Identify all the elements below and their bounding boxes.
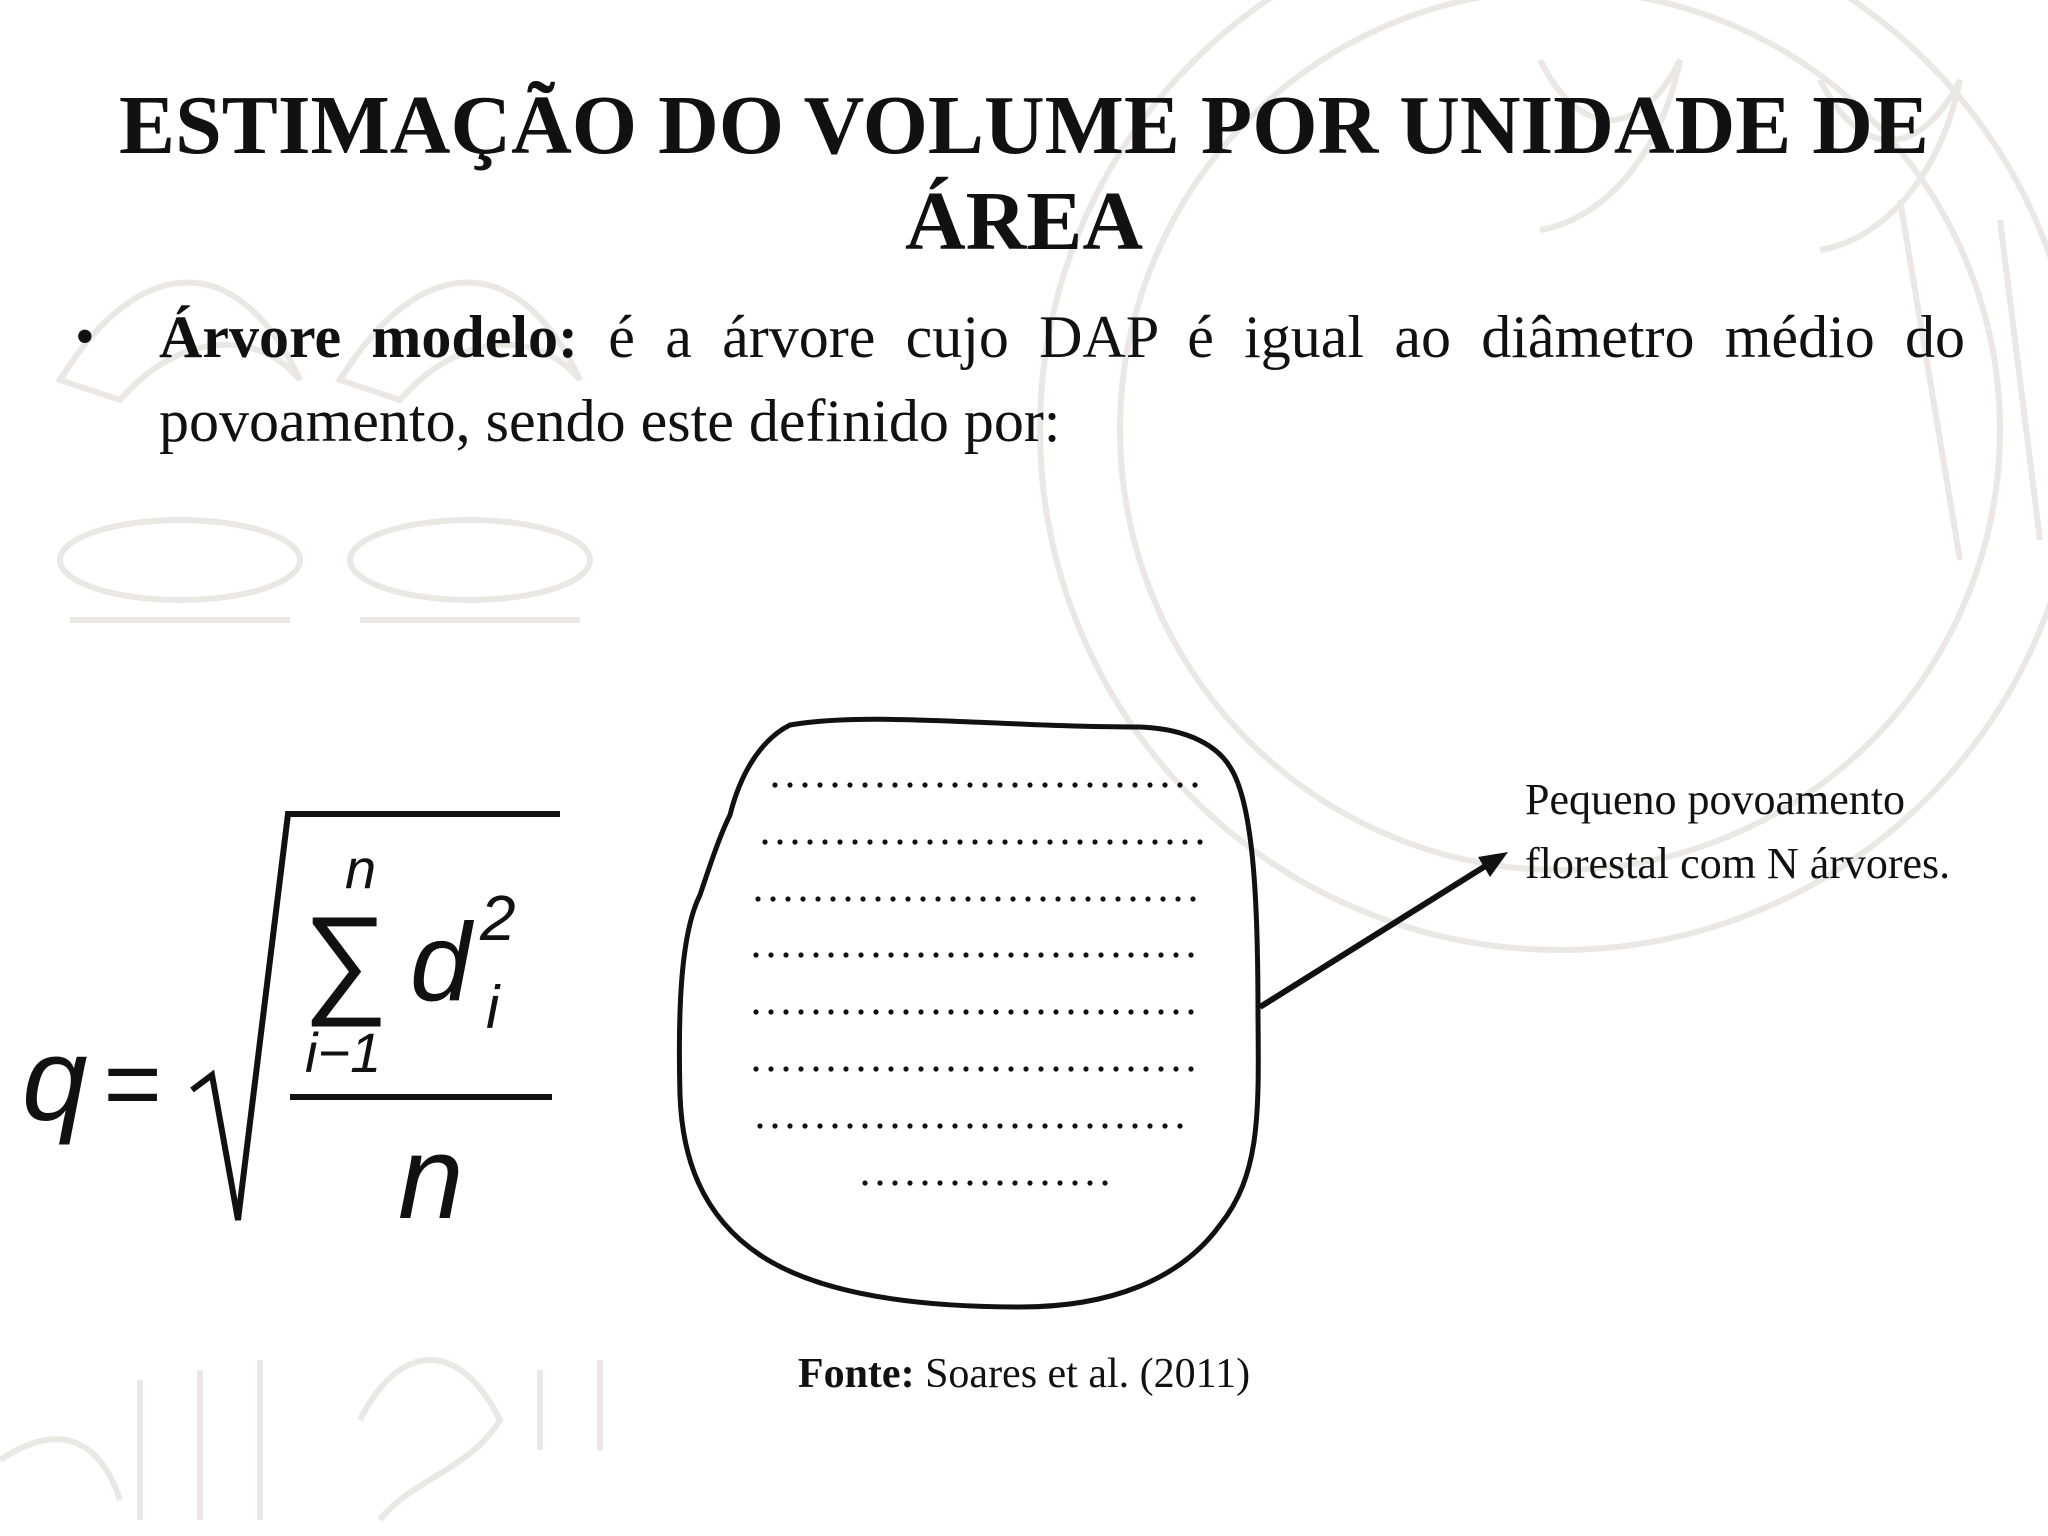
tree-dot [993, 952, 998, 957]
tree-dot [1062, 839, 1067, 844]
tree-dot [1113, 1066, 1118, 1071]
tree-dot [1038, 952, 1043, 957]
tree-dot [997, 1123, 1002, 1128]
tree-dot [1098, 1066, 1103, 1071]
tree-dot [867, 839, 872, 844]
tree-dot [1087, 1123, 1092, 1128]
tree-dot [762, 839, 767, 844]
tree-dot [858, 952, 863, 957]
tree-dot [1057, 1123, 1062, 1128]
tree-dot [792, 839, 797, 844]
tree-dot [1188, 1066, 1193, 1071]
tree-dot [907, 1123, 912, 1128]
tree-dot [1083, 952, 1088, 957]
tree-dot [1197, 839, 1202, 844]
tree-dot [1072, 1123, 1077, 1128]
tree-dot [845, 896, 850, 901]
tree-dot [1102, 1180, 1107, 1185]
tree-dot [1192, 782, 1197, 787]
tree-dot [967, 1123, 972, 1128]
tree-dot [1085, 896, 1090, 901]
tree-dot [963, 1066, 968, 1071]
tree-dot [937, 1180, 942, 1185]
tree-dot [1160, 896, 1165, 901]
tree-dot [847, 782, 852, 787]
tree-dot [892, 1180, 897, 1185]
tree-dot [828, 1066, 833, 1071]
bullet-term: Árvore modelo: [159, 304, 579, 370]
tree-dot [1068, 1066, 1073, 1071]
summand-superscript: 2 [480, 882, 516, 954]
tree-dot [1038, 1009, 1043, 1014]
tree-dot [897, 839, 902, 844]
tree-dot [995, 896, 1000, 901]
tree-dot [877, 1180, 882, 1185]
tree-dot [1042, 1123, 1047, 1128]
tree-dot [1087, 1180, 1092, 1185]
tree-dot [787, 782, 792, 787]
tree-dot [1008, 1009, 1013, 1014]
tree-dot [1143, 1066, 1148, 1071]
tree-rows [753, 782, 1202, 1185]
sum-symbol: ∑ [300, 892, 386, 1026]
tree-dot [1147, 782, 1152, 787]
tree-dot [1188, 1009, 1193, 1014]
tree-dot [948, 952, 953, 957]
tree-dot [1107, 839, 1112, 844]
tree-dot [873, 952, 878, 957]
tree-dot [1023, 1009, 1028, 1014]
tree-dot [847, 1123, 852, 1128]
tree-dot [1128, 1066, 1133, 1071]
tree-dot [1092, 839, 1097, 844]
tree-dot [1158, 1066, 1163, 1071]
tree-dot [1072, 782, 1077, 787]
tree-dot [1190, 896, 1195, 901]
tree-dot [1128, 952, 1133, 957]
tree-dot [1175, 896, 1180, 901]
tree-dot [922, 1180, 927, 1185]
tree-dot [1177, 782, 1182, 787]
tree-dot [1008, 952, 1013, 957]
tree-dot [1162, 782, 1167, 787]
tree-dot [1047, 839, 1052, 844]
tree-dot [978, 952, 983, 957]
formula-denominator: n [398, 1112, 464, 1240]
tree-dot [1113, 1009, 1118, 1014]
tree-dot [982, 1123, 987, 1128]
tree-dot [967, 1180, 972, 1185]
tree-dot [1027, 1180, 1032, 1185]
tree-dot [1012, 1123, 1017, 1128]
tree-dot [1117, 1123, 1122, 1128]
tree-dot [828, 952, 833, 957]
tree-dot [1147, 1123, 1152, 1128]
tree-dot [918, 1066, 923, 1071]
tree-dot [1115, 896, 1120, 901]
tree-dot [1087, 782, 1092, 787]
tree-dot [1100, 896, 1105, 901]
tree-dot [1098, 952, 1103, 957]
tree-dot [757, 1123, 762, 1128]
tree-dot [937, 1123, 942, 1128]
tree-dot [933, 952, 938, 957]
tree-dot [813, 1066, 818, 1071]
tree-dot [933, 1009, 938, 1014]
tree-dot [817, 1123, 822, 1128]
tree-dot [948, 1066, 953, 1071]
slide-title: ESTIMAÇÃO DO VOLUME POR UNIDADE DE ÁREA [119, 79, 1929, 268]
tree-dot [888, 1066, 893, 1071]
tree-dot [1122, 839, 1127, 844]
tree-dot [1132, 1123, 1137, 1128]
stand-label: Pequeno povoamento florestal com N árvores. [1525, 775, 1951, 888]
tree-dot [918, 1009, 923, 1014]
tree-dot [1010, 896, 1015, 901]
tree-dot [873, 1066, 878, 1071]
tree-dot [980, 896, 985, 901]
tree-dot [978, 1066, 983, 1071]
tree-dot [1102, 782, 1107, 787]
tree-dot [843, 952, 848, 957]
tree-dot [888, 1009, 893, 1014]
tree-dot [978, 1009, 983, 1014]
tree-dot [770, 896, 775, 901]
tree-dot [802, 1123, 807, 1128]
tree-dot [787, 1123, 792, 1128]
tree-dot [987, 839, 992, 844]
tree-dot [862, 1123, 867, 1128]
tree-dot [963, 1009, 968, 1014]
tree-dot [875, 896, 880, 901]
summand-subscript: i [486, 974, 500, 1041]
tree-dot [1040, 896, 1045, 901]
tree-dot [1117, 782, 1122, 787]
forest-stand-diagram [670, 715, 1570, 1315]
tree-dot [982, 1180, 987, 1185]
tree-dot [1057, 1180, 1062, 1185]
tree-dot [935, 896, 940, 901]
tree-dot [903, 1066, 908, 1071]
tree-dot [862, 1180, 867, 1185]
tree-dot [982, 782, 987, 787]
tree-dot [822, 839, 827, 844]
tree-dot [905, 896, 910, 901]
formula-lhs: q [22, 1014, 88, 1146]
tree-dot [1070, 896, 1075, 901]
tree-dot [768, 1066, 773, 1071]
tree-dot [785, 896, 790, 901]
tree-dot [832, 782, 837, 787]
tree-dot [1145, 896, 1150, 901]
tree-dot [783, 952, 788, 957]
tree-dot [942, 839, 947, 844]
tree-dot [807, 839, 812, 844]
tree-dot [768, 1009, 773, 1014]
tree-dot [892, 1123, 897, 1128]
tree-dot [858, 1009, 863, 1014]
quadratic-mean-diameter-formula [20, 800, 560, 1240]
tree-dot [783, 1066, 788, 1071]
tree-dot [890, 896, 895, 901]
tree-dot [1083, 1009, 1088, 1014]
tree-dot [888, 952, 893, 957]
tree-dot [852, 839, 857, 844]
tree-dot [950, 896, 955, 901]
sum-upper-limit: n [345, 837, 377, 900]
tree-dot [1113, 952, 1118, 957]
tree-dot [1053, 1066, 1058, 1071]
tree-dot [1023, 1066, 1028, 1071]
tree-dot [777, 839, 782, 844]
tree-dot [862, 782, 867, 787]
bullet-text [159, 295, 1965, 463]
tree-dot [813, 1009, 818, 1014]
tree-dot [798, 1066, 803, 1071]
tree-dot [972, 839, 977, 844]
tree-dot [1055, 896, 1060, 901]
tree-dot [1057, 782, 1062, 787]
tree-dot [903, 1009, 908, 1014]
tree-dot [817, 782, 822, 787]
tree-dot [1012, 1180, 1017, 1185]
summand-d: d [410, 901, 472, 1024]
pointer-arrow-line [1260, 860, 1495, 1007]
tree-dot [937, 782, 942, 787]
tree-dot [828, 1009, 833, 1014]
tree-dot [1068, 1009, 1073, 1014]
pointer-arrow-head [1478, 852, 1508, 877]
figure-source [0, 1348, 2048, 1400]
tree-dot [1032, 839, 1037, 844]
tree-dot [1130, 896, 1135, 901]
tree-dot [843, 1009, 848, 1014]
tree-dot [772, 782, 777, 787]
tree-dot [798, 1009, 803, 1014]
tree-dot [1162, 1123, 1167, 1128]
tree-dot [1143, 952, 1148, 957]
tree-dot [912, 839, 917, 844]
tree-dot [933, 1066, 938, 1071]
tree-dot [1158, 952, 1163, 957]
tree-dot [1102, 1123, 1107, 1128]
tree-dot [957, 839, 962, 844]
tree-dot [952, 1123, 957, 1128]
tree-dot [965, 896, 970, 901]
tree-dot [963, 952, 968, 957]
bullet-marker: • [75, 306, 95, 368]
tree-dot [922, 1123, 927, 1128]
tree-dot [967, 782, 972, 787]
tree-dot [1027, 1123, 1032, 1128]
tree-dot [1158, 1009, 1163, 1014]
tree-dot [1128, 1009, 1133, 1014]
tree-dot [1017, 839, 1022, 844]
tree-dot [997, 1180, 1002, 1185]
tree-dot [922, 782, 927, 787]
tree-dot [1077, 839, 1082, 844]
tree-dot [1173, 1066, 1178, 1071]
tree-dot [920, 896, 925, 901]
tree-dot [802, 782, 807, 787]
tree-dot [1027, 782, 1032, 787]
bullet-definition: é a árvore cujo DAP é igual ao diâmetro médio do povoamento, sendo este definido por: [159, 304, 1965, 454]
tree-dot [858, 1066, 863, 1071]
bullet-item [75, 295, 1965, 463]
tree-dot [1072, 1180, 1077, 1185]
tree-dot [1188, 952, 1193, 957]
tree-dot [918, 952, 923, 957]
formula-equals: = [102, 1028, 161, 1140]
tree-dot [1083, 1066, 1088, 1071]
source-label: Fonte: [797, 1351, 915, 1397]
tree-dot [1143, 1009, 1148, 1014]
tree-dot [783, 1009, 788, 1014]
tree-dot [1173, 952, 1178, 957]
tree-dot [1002, 839, 1007, 844]
tree-dot [753, 952, 758, 957]
tree-dot [1025, 896, 1030, 901]
tree-dot [892, 782, 897, 787]
tree-dot [993, 1009, 998, 1014]
tree-dot [877, 782, 882, 787]
stand-outline [679, 719, 1258, 1307]
tree-dot [1042, 782, 1047, 787]
tree-dot [997, 782, 1002, 787]
tree-dot [832, 1123, 837, 1128]
tree-dot [755, 896, 760, 901]
tree-dot [948, 1009, 953, 1014]
tree-dot [1053, 1009, 1058, 1014]
tree-dot [1137, 839, 1142, 844]
tree-dot [903, 952, 908, 957]
sum-lower-limit: i−1 [305, 1021, 382, 1084]
tree-dot [1023, 952, 1028, 957]
tree-dot [1152, 839, 1157, 844]
tree-dot [927, 839, 932, 844]
tree-dot [952, 782, 957, 787]
tree-dot [877, 1123, 882, 1128]
tree-dot [800, 896, 805, 901]
tree-dot [1008, 1066, 1013, 1071]
tree-dot [1132, 782, 1137, 787]
tree-dot [843, 1066, 848, 1071]
tree-dot [798, 952, 803, 957]
tree-dot [1068, 952, 1073, 957]
tree-dot [1182, 839, 1187, 844]
tree-dot [1167, 839, 1172, 844]
tree-dot [907, 782, 912, 787]
tree-dot [813, 952, 818, 957]
tree-dot [1053, 952, 1058, 957]
tree-dot [753, 1009, 758, 1014]
tree-dot [860, 896, 865, 901]
tree-dot [1012, 782, 1017, 787]
tree-dot [993, 1066, 998, 1071]
source-citation: Soares et al. (2011) [914, 1351, 1251, 1397]
tree-dot [907, 1180, 912, 1185]
tree-dot [830, 896, 835, 901]
tree-dot [873, 1009, 878, 1014]
tree-dot [772, 1123, 777, 1128]
tree-dot [952, 1180, 957, 1185]
tree-dot [753, 1066, 758, 1071]
tree-dot [882, 839, 887, 844]
tree-dot [1098, 1009, 1103, 1014]
tree-dot [1042, 1180, 1047, 1185]
tree-dot [768, 952, 773, 957]
tree-dot [1173, 1009, 1178, 1014]
tree-dot [1177, 1123, 1182, 1128]
tree-dot [1038, 1066, 1043, 1071]
tree-dot [837, 839, 842, 844]
tree-dot [815, 896, 820, 901]
